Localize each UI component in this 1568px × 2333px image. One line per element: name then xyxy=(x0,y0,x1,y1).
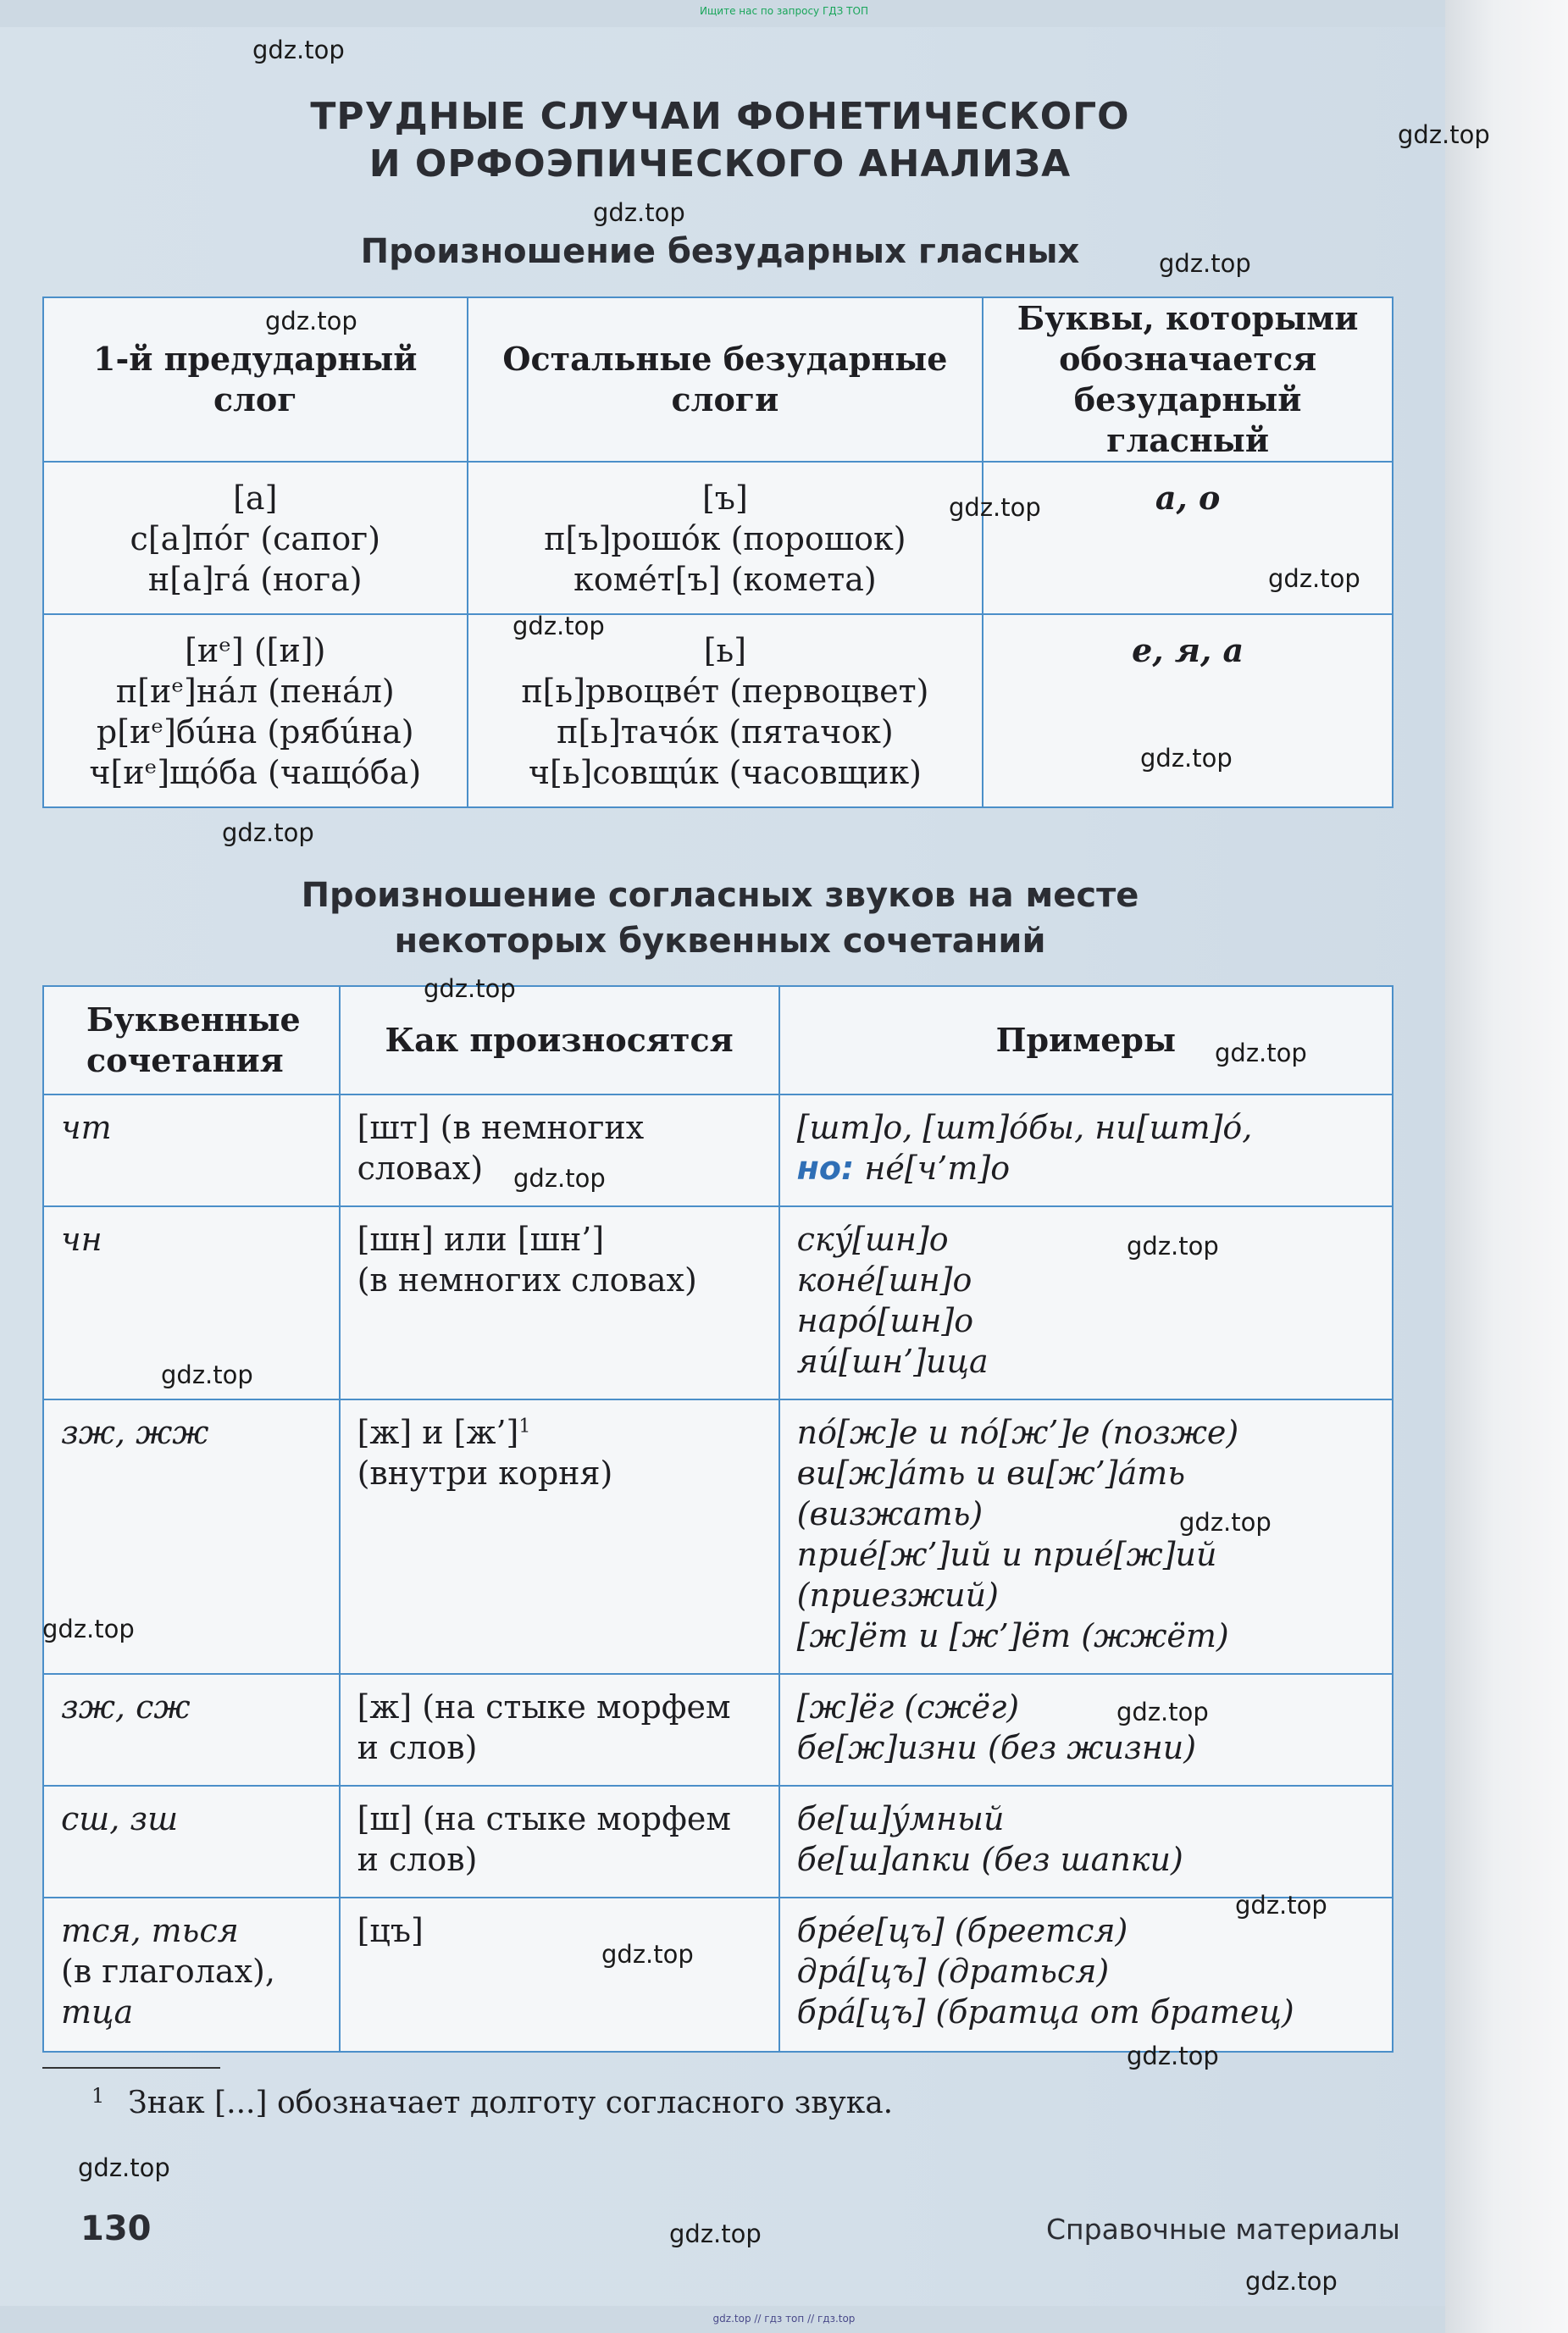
running-footer: Справочные материалы xyxy=(1046,2213,1400,2246)
footnote-mark: 1 xyxy=(91,2084,105,2108)
combo-cell xyxy=(43,1674,340,1786)
cell-line: и слов) xyxy=(357,1841,478,1878)
watermark: gdz.top xyxy=(513,612,605,640)
watermark: gdz.top xyxy=(593,198,685,227)
cell-line: и слов) xyxy=(357,1729,478,1766)
watermark: gdz.top xyxy=(252,36,345,64)
cell-line: бе[ж]изни (без жизни) xyxy=(796,1729,1197,1766)
watermark: gdz.top xyxy=(42,1615,135,1643)
table-row xyxy=(43,1674,1393,1786)
watermark: gdz.top xyxy=(1245,2267,1338,2296)
cell-line: (в глаголах), xyxy=(61,1953,275,1990)
examples-cell xyxy=(779,1094,1393,1206)
cell-line: р[иᵉ]бúна (рябúна) xyxy=(96,713,414,751)
cell-line: (приезжий) xyxy=(796,1577,999,1614)
title-line-1: ТРУДНЫЕ СЛУЧАИ ФОНЕТИЧЕСКОГО xyxy=(310,95,1130,138)
other-unstressed-cell xyxy=(468,614,983,807)
table-header-row xyxy=(43,986,1393,1094)
column-header: Примеры xyxy=(779,986,1393,1094)
pretonic-cell xyxy=(43,614,468,807)
book-spine xyxy=(1445,0,1568,2333)
top-banner: Ищите нас по запросу ГДЗ ТОП xyxy=(700,5,868,17)
cell-line: [ь] xyxy=(703,632,747,669)
pronunciation-text: [ж] и [ж’] xyxy=(357,1414,519,1451)
watermark: gdz.top xyxy=(1127,2042,1219,2070)
watermark: gdz.top xyxy=(1398,120,1490,149)
table-row xyxy=(43,462,1393,614)
pronunciation-cell xyxy=(340,1206,779,1399)
table-row xyxy=(43,1898,1393,2052)
watermark: gdz.top xyxy=(161,1360,253,1389)
watermark: gdz.top xyxy=(513,1164,606,1193)
cell-line: (в немногих словах) xyxy=(357,1261,697,1299)
cell-line: п[ъ]рошóк (порошок) xyxy=(544,520,906,557)
cell-line: приé[ж’]ий и приé[ж]ий xyxy=(796,1536,1217,1573)
watermark: gdz.top xyxy=(1127,1232,1219,1261)
cell-line: [шт]о, [шт]óбы, ни[шт]ó, xyxy=(796,1109,1253,1146)
cell-line: тся, ться xyxy=(61,1912,239,1949)
footnote-ref: 1 xyxy=(518,1416,531,1438)
cell-line: [ж]ёт и [ж’]ёт (жжёт) xyxy=(796,1617,1229,1654)
cell-line: [шн] или [шн’] xyxy=(357,1221,605,1258)
cell-line: брéе[цъ] (бреется) xyxy=(796,1912,1128,1949)
cell-line: сш, зш xyxy=(61,1800,179,1837)
watermark: gdz.top xyxy=(1235,1891,1327,1920)
cell-line: дрá[цъ] (драться) xyxy=(796,1953,1110,1990)
cell-line: н[а]гá (нога) xyxy=(147,561,363,598)
watermark: gdz.top xyxy=(424,974,516,1003)
watermark: gdz.top xyxy=(78,2153,170,2182)
cell-line: [ж]ёг (сжёг) xyxy=(796,1688,1020,1726)
letters-cell: е, я, а xyxy=(983,614,1393,807)
watermark: gdz.top xyxy=(601,1940,694,1969)
cell-line: зж, сж xyxy=(61,1688,191,1726)
cell-line: [шт] (в немногих xyxy=(357,1109,645,1146)
cell-line: [ъ] xyxy=(701,479,748,517)
table-row xyxy=(43,614,1393,807)
column-header: 1-й предударный слог xyxy=(43,297,468,462)
watermark: gdz.top xyxy=(222,818,314,847)
watermark: gdz.top xyxy=(1140,744,1233,773)
watermark: gdz.top xyxy=(949,493,1041,522)
cell-line xyxy=(357,1412,762,1453)
cell-line: [а] xyxy=(233,479,278,517)
table-row xyxy=(43,1094,1393,1206)
cell-line: ви[ж]áть и ви[ж’]áть xyxy=(796,1455,1186,1492)
pronunciation-cell xyxy=(340,1674,779,1786)
watermark: gdz.top xyxy=(1268,564,1360,593)
cell-line: п[ь]рвоцвéт (первоцвет) xyxy=(521,673,929,710)
cell-line: скý[шн]о xyxy=(796,1221,949,1258)
title-line-2: И ОРФОЭПИЧЕСКОГО АНАЛИЗА xyxy=(368,142,1072,186)
pretonic-cell xyxy=(43,462,468,614)
cell-line: зж, жж xyxy=(61,1414,209,1451)
combo-cell xyxy=(43,1094,340,1206)
section-title-line: некоторых буквенных сочетаний xyxy=(394,922,1046,961)
examples-cell xyxy=(779,1674,1393,1786)
cell-line: [ш] (на стыке морфем xyxy=(357,1800,731,1837)
column-header: Как произносятся xyxy=(340,986,779,1094)
watermark: gdz.top xyxy=(1159,249,1251,278)
cell-line: пó[ж]е и пó[ж’]е (позже) xyxy=(796,1414,1239,1451)
combo-cell xyxy=(43,1786,340,1898)
cell-line: брá[цъ] (братца от братец) xyxy=(796,1993,1294,2031)
watermark: gdz.top xyxy=(265,307,357,335)
cell-line: чт xyxy=(61,1109,112,1146)
section-title-line: Произношение согласных звуков на месте xyxy=(301,876,1139,915)
pronunciation-cell xyxy=(340,1399,779,1674)
cell-line: [ж] (на стыке морфем xyxy=(357,1688,731,1726)
cell-line: бе[ш]ýмный xyxy=(796,1800,1005,1837)
cell-line: с[а]пóг (сапог) xyxy=(130,520,381,557)
footnote-text: Знак [...] обозначает долготу согласного звука. xyxy=(128,2086,894,2120)
but-label: но: xyxy=(796,1150,855,1187)
table-row xyxy=(43,1399,1393,1674)
cell-line: словах) xyxy=(357,1150,484,1187)
cell-line: ч[иᵉ]щóба (чащóба) xyxy=(89,754,422,791)
cell-line: чн xyxy=(61,1221,103,1258)
cell-line: п[ь]тачóк (пятачок) xyxy=(557,713,894,751)
consonants-section-title xyxy=(195,873,1245,964)
cell-line: конé[шн]о xyxy=(796,1261,972,1299)
watermark: gdz.top xyxy=(1116,1698,1209,1726)
column-header: Буквенные сочетания xyxy=(43,986,340,1094)
pronunciation-cell xyxy=(340,1898,779,2052)
footnote xyxy=(91,2075,893,2124)
examples-cell xyxy=(779,1206,1393,1399)
cell-line: комéт[ъ] (комета) xyxy=(573,561,877,598)
footnote-divider xyxy=(42,2067,220,2069)
cell-line: бе[ш]апки (без шапки) xyxy=(796,1841,1183,1878)
combo-cell xyxy=(43,1898,340,2052)
examples-cell xyxy=(779,1786,1393,1898)
watermark: gdz.top xyxy=(1215,1039,1307,1067)
cell-line: п[иᵉ]нáл (пенáл) xyxy=(115,673,395,710)
table-header-row xyxy=(43,297,1393,462)
examples-cell xyxy=(779,1399,1393,1674)
watermark: gdz.top xyxy=(669,2219,762,2248)
letters-cell: а, о xyxy=(983,462,1393,614)
cell-line: яú[шн’]ица xyxy=(796,1343,989,1380)
column-header: Остальные безударные слоги xyxy=(468,297,983,462)
pronunciation-cell xyxy=(340,1786,779,1898)
cell-line: (визжать) xyxy=(796,1495,983,1532)
page-number: 130 xyxy=(80,2209,152,2248)
cell-line: (внутри корня) xyxy=(357,1455,613,1492)
cell-line: тца xyxy=(61,1993,134,2031)
vowels-section-title: Произношение безударных гласных xyxy=(360,232,1080,271)
bottom-banner: gdz.top // гдз топ // гдз.top xyxy=(712,2313,856,2325)
cell-line: ч[ь]совщúк (часовщик) xyxy=(528,754,922,791)
examples-cell xyxy=(779,1898,1393,2052)
table-row xyxy=(43,1786,1393,1898)
cell-line: [цъ] xyxy=(357,1912,424,1949)
cell-line xyxy=(797,1148,1375,1189)
cell-line: [иᵉ] ([и]) xyxy=(185,632,326,669)
watermark: gdz.top xyxy=(1179,1508,1272,1537)
page-title xyxy=(254,93,1186,188)
column-header: Буквы, которыми обозначается безударный гласный xyxy=(983,297,1393,462)
example-text: нé[ч’т]о xyxy=(864,1150,1011,1187)
cell-line: нарó[шн]о xyxy=(796,1302,974,1339)
other-unstressed-cell xyxy=(468,462,983,614)
vowels-table xyxy=(42,296,1393,808)
